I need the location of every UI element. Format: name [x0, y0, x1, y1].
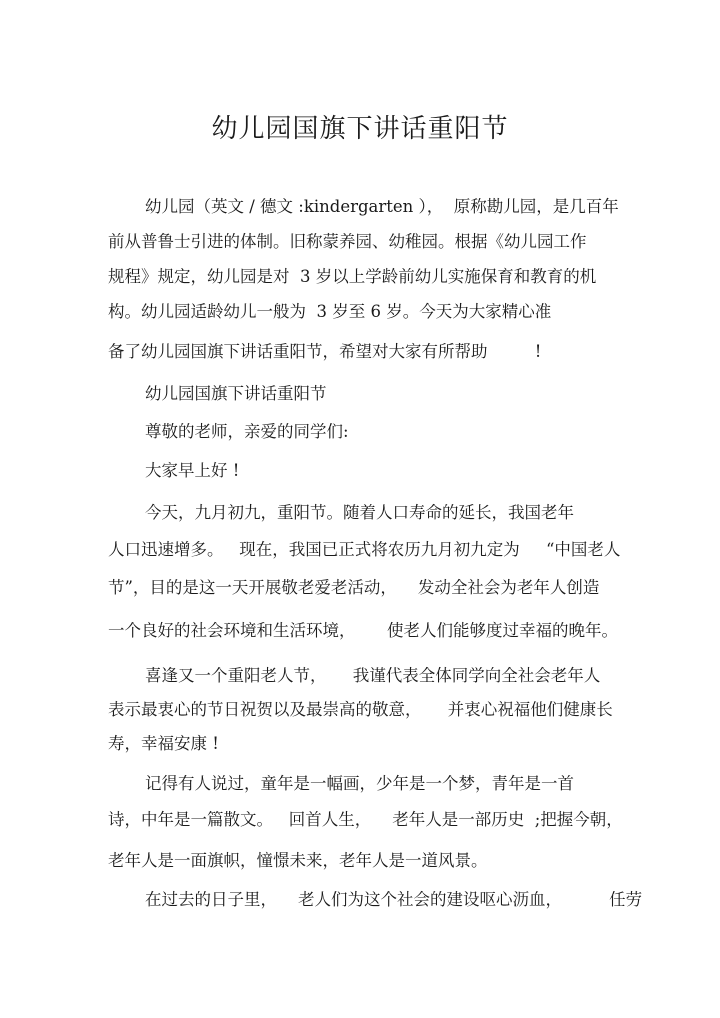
paragraph-line: 幼儿园（英文 / 德文 :kindergarten ）， 原称勘儿园，是几百年: [145, 197, 619, 216]
salutation: 尊敬的老师，亲爱的同学们:: [145, 422, 349, 441]
section-heading: 幼儿园国旗下讲话重阳节: [145, 384, 327, 403]
paragraph-line: 节”，目的是这一天开展敬老爱老活动， 发动全社会为老年人创造: [108, 578, 600, 597]
paragraph-line: 人口迅速增多。 现在，我国已正式将农历九月初九定为 “中国老人: [108, 540, 621, 559]
paragraph-line: 老年人是一面旗帜，憧憬未来，老年人是一道风景。: [108, 851, 488, 870]
greeting: 大家早上好 !: [145, 461, 240, 480]
paragraph-line: 记得有人说过，童年是一幅画，少年是一个梦，青年是一首: [145, 774, 574, 793]
paragraph-line: 规程》规定，幼儿园是对 3 岁以上学龄前幼儿实施保育和教育的机: [108, 267, 597, 286]
paragraph-line: 一个良好的社会环境和生活环境， 使老人们能够度过幸福的晚年。: [108, 621, 618, 640]
paragraph-line: 构。幼儿园适龄幼儿一般为 3 岁至 6 岁。今天为大家精心准: [108, 302, 552, 321]
paragraph-line: 今天，九月初九，重阳节。随着人口寿命的延长，我国老年: [145, 503, 574, 522]
paragraph-line: 喜逢又一个重阳老人节， 我谨代表全体同学向全社会老年人: [145, 666, 601, 685]
paragraph-line: 寿，幸福安康 !: [108, 734, 219, 753]
paragraph-line: 前从普鲁士引进的体制。旧称蒙养园、幼稚园。根据《幼儿园工作: [108, 232, 587, 251]
paragraph-line: 备了幼儿园国旗下讲话重阳节，希望对大家有所帮助 !: [108, 342, 542, 361]
paragraph-line: 诗，中年是一篇散文。 回首人生， 老年人是一部历史 ;把握今朝，: [108, 810, 623, 829]
paragraph-line: 在过去的日子里， 老人们为这个社会的建设呕心沥血， 任劳: [145, 890, 643, 909]
document-title: 幼儿园国旗下讲话重阳节: [211, 114, 509, 144]
paragraph-line: 表示最衷心的节日祝贺以及最崇高的敬意， 并衷心祝福他们健康长: [108, 700, 613, 719]
